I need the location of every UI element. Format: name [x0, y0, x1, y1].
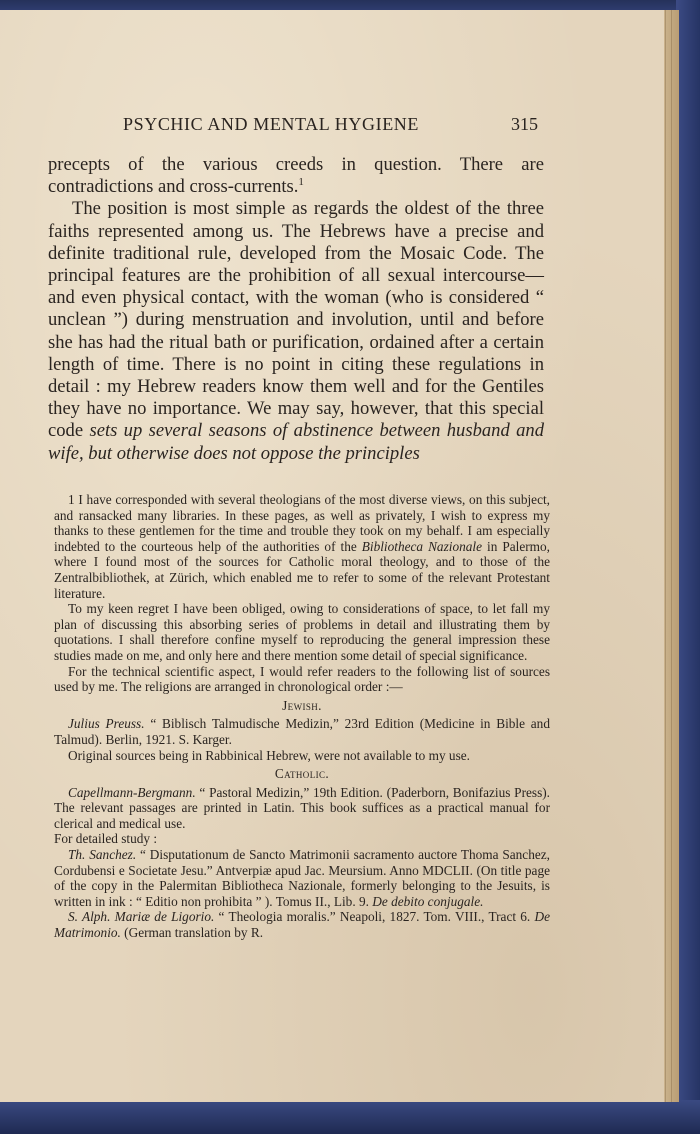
body-text [48, 154, 544, 465]
page-header [0, 114, 664, 140]
footnote-ref: 1 [298, 176, 304, 189]
footnote-1: 1 I have corresponded with several theologians of the most diverse views, on this subject, and ransacked many libraries. In these pages, as well as privately, I wish to express my thanks to these gentlemen for the time and trouble they took on my behalf. I am especially indebted to the courteous help of the authorities of the Bibliotheca Nazionale in Palermo, where I found most of the sources for Catholic moral theology, and to those of the Zentralbibliothek, at Zürich, which enabled me to refer to some of the relevant Protestant literature. [54, 492, 550, 601]
page-number: 315 [511, 114, 538, 134]
footnote-marker: 1 [68, 492, 75, 507]
footnotes [54, 492, 550, 941]
footnote-paragraph-2: To my keen regret I have been obliged, owing to considerations of space, to let fall my plan of discussing this absorbing series of problems in detail and illustrating them by quotations. I shall therefore confine myself to reproducing the general impression these studies made on me, and only here and there mention some detail of special significance. [54, 601, 550, 663]
source-entry: Capellmann-Bergmann. “ Pastoral Medizin,” 19th Edition. (Paderborn, Bonifazius Press). The relevant passages are printed in Latin. This book suffices as a practical manual for clerical and medical use. [54, 784, 550, 831]
book-cover-bottom [0, 1100, 700, 1134]
source-entry: Th. Sanchez. “ Disputationum de Sancto Matrimonii sacramento auctore Thoma Sanchez, Cordubensi e Societate Jesu.” Antverpiæ apud Jac. Meursium. Anno MDCLII. (On title page of the copy in the Palermitan Bibliotheca Nazionale, formerly belonging to the Jesuits, is written in ink : “ Editio non prohibita ” ). Tomus II., Lib. 9. De debito conjugale. [54, 847, 550, 909]
book-cover-edge [676, 0, 700, 1134]
paragraph-1: precepts of the various creeds in question. There are contradictions and cross-currents.$^1$ [48, 154, 544, 198]
running-head: PSYCHIC AND MENTAL HYGIENE [123, 114, 419, 134]
paragraph-2: The position is most simple as regards the oldest of the three faiths represented among us. The Hebrews have a precise and definite traditional rule, developed from the Mosaic Code. The principal features are the prohibition of all sexual intercourse—and even physical contact, with the woman (who is considered “ unclean ”) during menstruation and involution, until and before she has had the ritual bath or purification, ordained after a certain length of time. There is no point in citing these regulations in detail : my Hebrew readers know them well and for the Gentiles they have no importance. We may say, however, that this special code sets up several seasons of abstinence between husband and wife, but otherwise does not oppose the principles [48, 198, 545, 464]
section-heading-catholic: Catholic. [274, 766, 330, 782]
source-entry: S. Alph. Mariæ de Ligorio. “ Theologia moralis.” Neapoli, 1827. Tom. VIII., Tract 6. De Matrimonio. (German translation by R. [54, 909, 550, 941]
source-entry: Julius Preuss. “ Biblisch Talmudische Medizin,” 23rd Edition (Medicine in Bible and Talmud). Berlin, 1921. S. Karger. [54, 716, 550, 747]
source-note: For detailed study : [54, 831, 158, 847]
source-note: Original sources being in Rabbinical Hebrew, were not available to my use. [68, 747, 470, 763]
italic-passage: sets up several seasons of abstinence between husband and wife, but otherwise does not oppose the principles [48, 420, 545, 464]
footnote-paragraph-3: For the technical scientific aspect, I would refer readers to the following list of sources used by me. The religions are arranged in chronological order :— [54, 663, 550, 695]
section-heading-jewish: Jewish. [282, 697, 322, 713]
book-page [0, 10, 664, 1102]
